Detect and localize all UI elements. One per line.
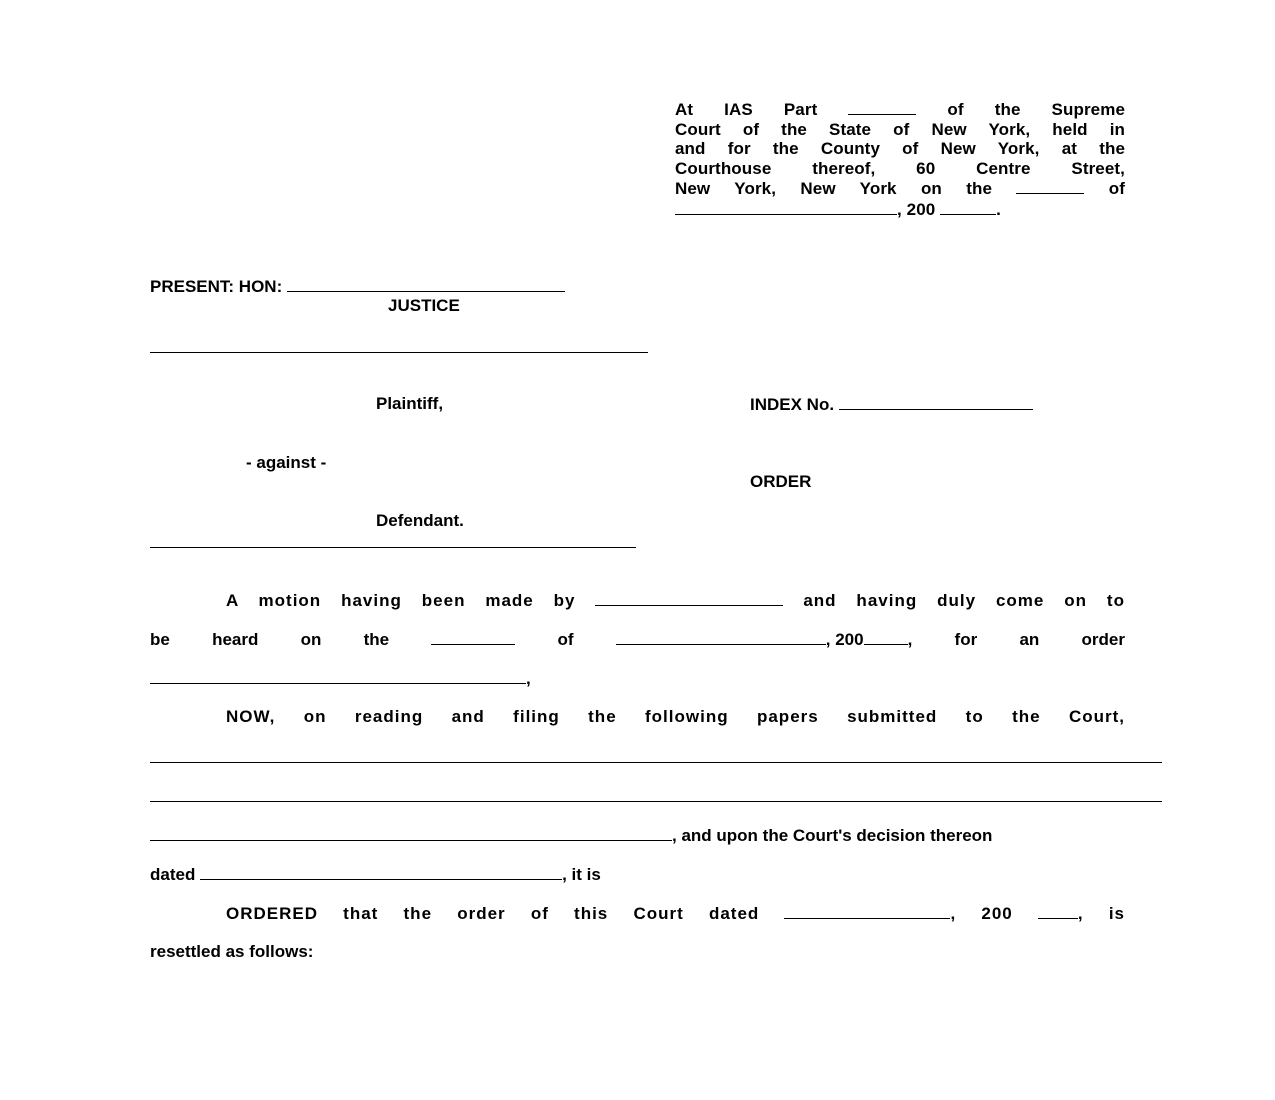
part-blank[interactable] xyxy=(848,99,916,115)
body-line-3: , xyxy=(150,668,531,689)
body-line-4: NOW, on reading and filing the following papers submitted to the Court, xyxy=(226,707,1125,726)
decision-date-blank[interactable] xyxy=(200,864,562,880)
index-number-blank[interactable] xyxy=(839,394,1033,410)
hearing-year-blank[interactable] xyxy=(864,629,908,645)
body-line-7: ORDERED that the order of this Court dated , 200 , is xyxy=(226,904,1125,923)
body-line-2: be heard on the of , 200 , for an order xyxy=(150,630,1125,649)
defendant-label: Defendant. xyxy=(376,511,464,530)
hearing-day-blank[interactable] xyxy=(431,629,515,645)
present-line: PRESENT: HON: xyxy=(150,276,565,297)
party-bottom-rule xyxy=(150,547,636,548)
party-top-rule xyxy=(150,352,648,353)
plaintiff-label: Plaintiff, xyxy=(376,394,444,413)
caption-line-4: Courthouse thereof, 60 Centre Street, xyxy=(675,158,1125,178)
order-relief-blank[interactable] xyxy=(150,668,526,684)
hearing-month-blank[interactable] xyxy=(616,629,826,645)
month-blank[interactable] xyxy=(675,199,897,215)
papers-blank-2[interactable] xyxy=(150,801,1162,802)
justice-label: JUSTICE xyxy=(388,296,460,315)
justice-name-blank[interactable] xyxy=(287,276,565,292)
court-caption xyxy=(675,99,1125,219)
body-line-6: dated , it is xyxy=(150,865,601,884)
order-date-blank[interactable] xyxy=(784,903,950,919)
order-year-blank[interactable] xyxy=(1038,903,1078,919)
day-blank[interactable] xyxy=(1016,178,1084,194)
caption-line-1: At IAS Part of the Supreme xyxy=(675,100,1125,119)
document-type: ORDER xyxy=(750,472,812,491)
body-line-8: resettled as follows: xyxy=(150,942,314,961)
body-line-1: A motion having been made by and having duly come on to xyxy=(226,591,1125,610)
caption-line-6: , 200 . xyxy=(675,199,1125,220)
index-line: INDEX No. xyxy=(750,394,1033,415)
caption-line-2: Court of the State of New York, held in xyxy=(675,119,1125,139)
year-blank[interactable] xyxy=(940,199,996,215)
papers-blank-3[interactable] xyxy=(150,825,672,841)
caption-line-3: and for the County of New York, at the xyxy=(675,139,1125,158)
papers-blank-1[interactable] xyxy=(150,762,1162,763)
body-line-5: , and upon the Court's decision thereon xyxy=(150,825,1125,846)
movant-blank[interactable] xyxy=(595,590,783,606)
against-label: - against - xyxy=(246,453,327,472)
caption-line-5: New York, New York on the of xyxy=(675,179,1125,198)
